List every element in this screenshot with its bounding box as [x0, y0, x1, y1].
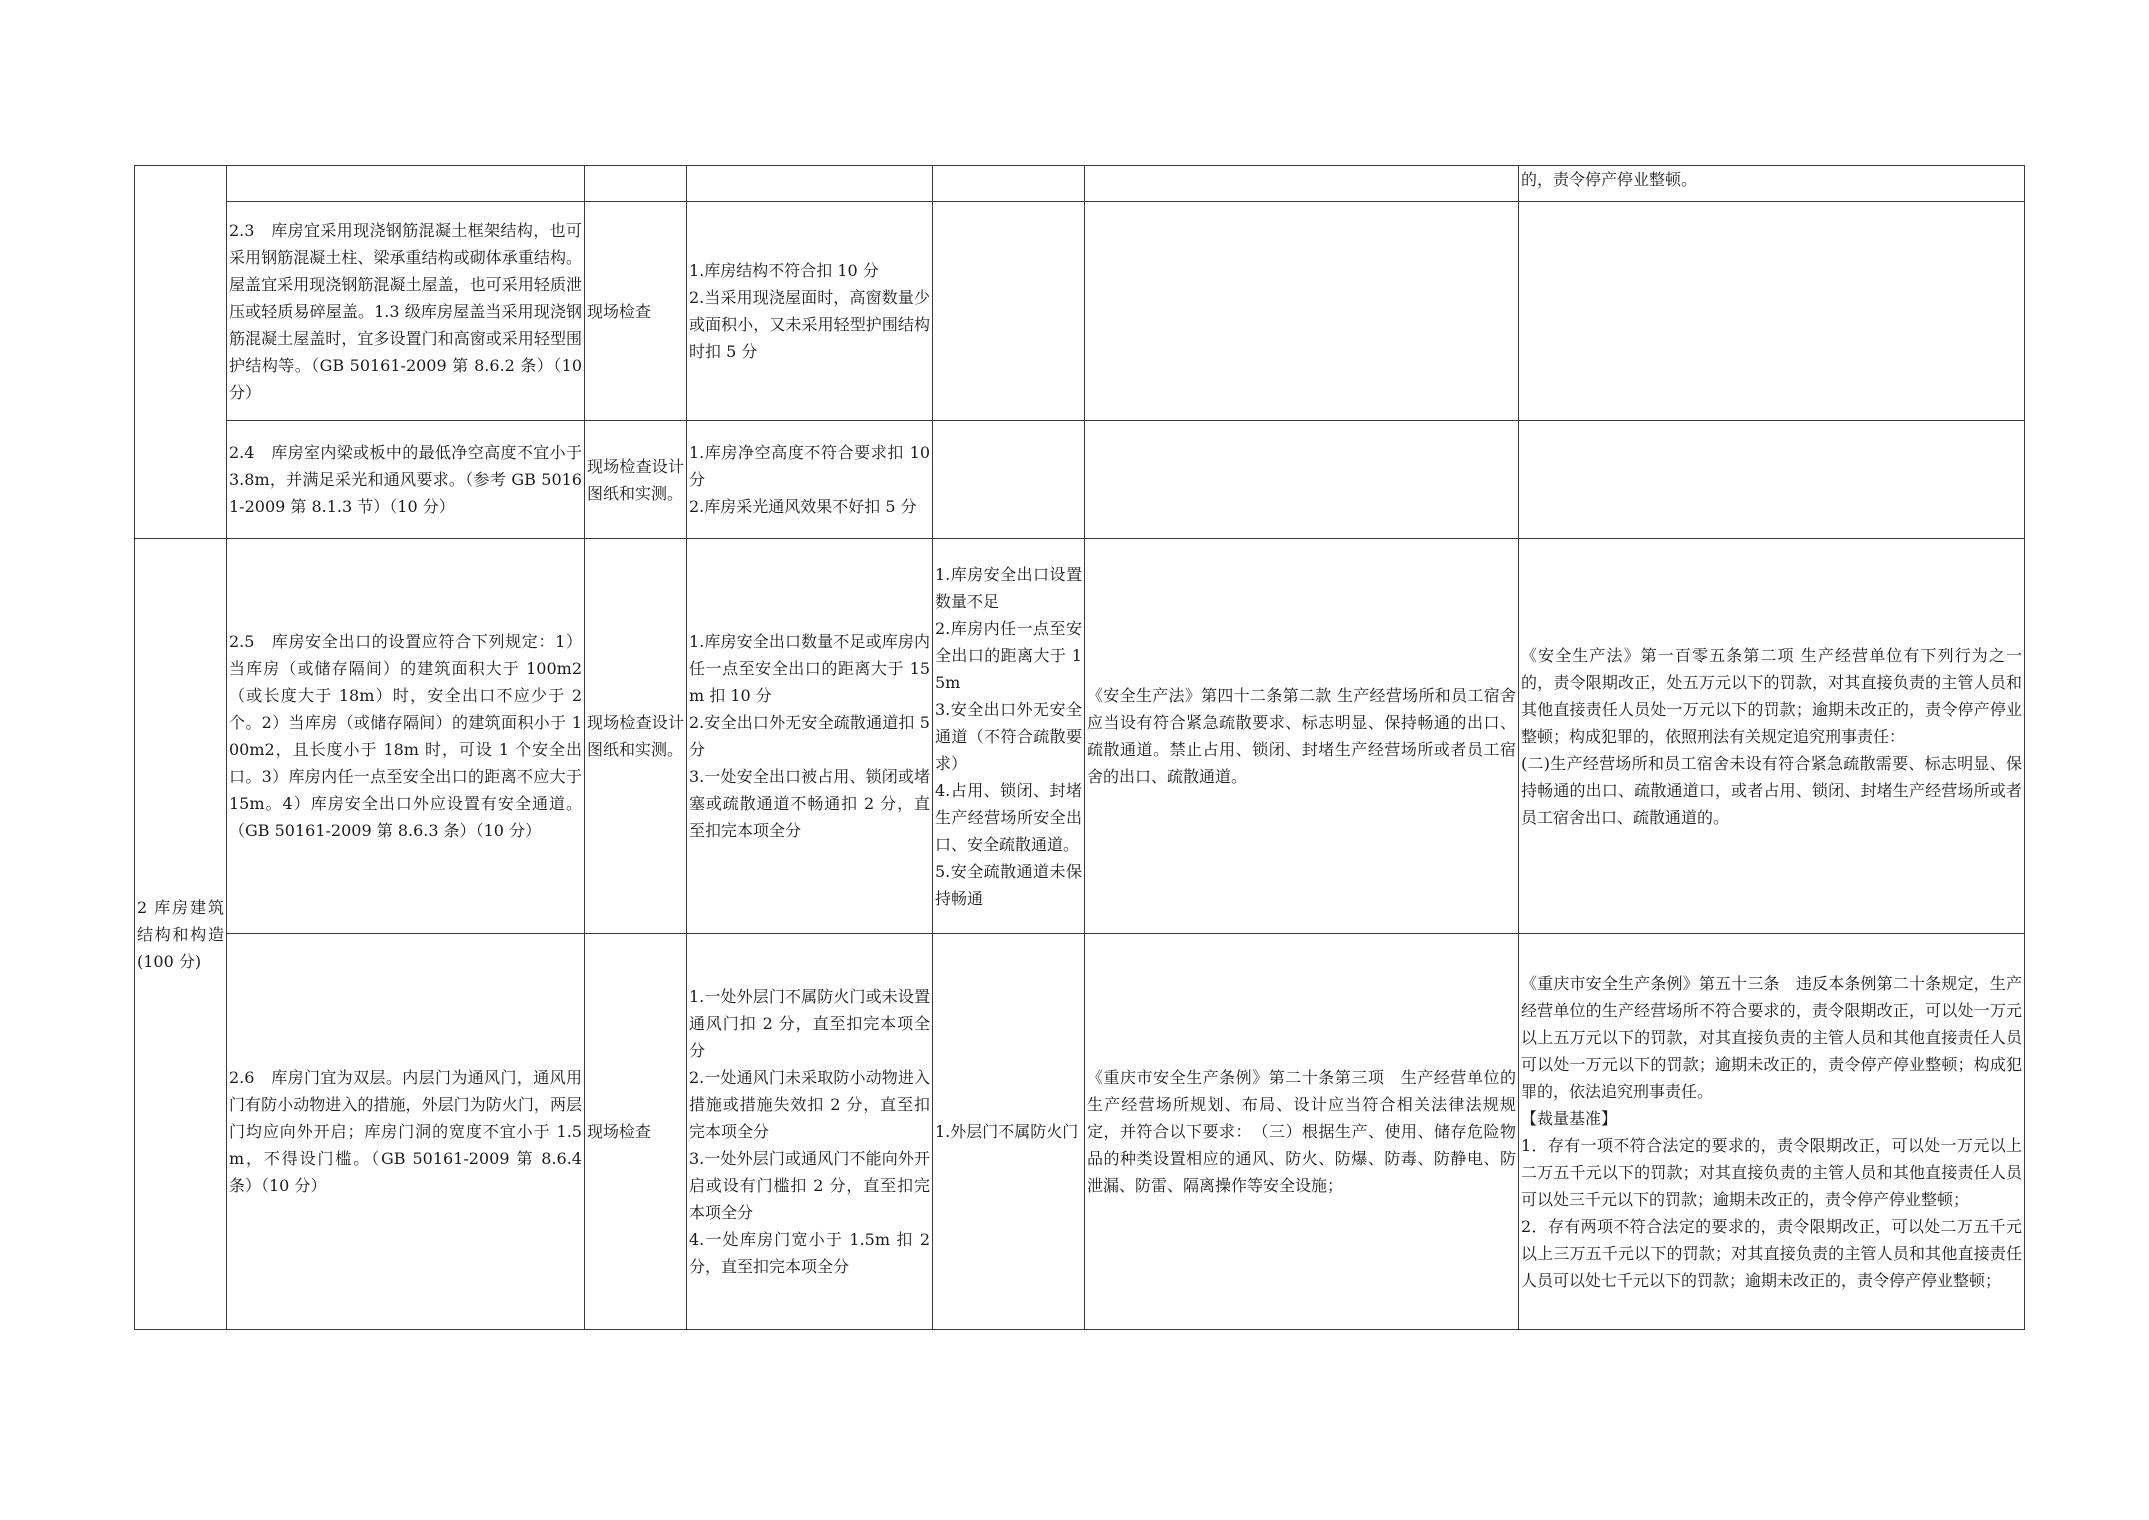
- group-cell-prev: [135, 166, 227, 539]
- requirement-text: 2.3 库房宜采用现浇钢筋混凝土框架结构，也可采用钢筋混凝土柱、梁承重结构或砌体承重结构。屋盖宜采用现浇钢筋混凝土屋盖，也可采用轻质泄压或轻质易碎屋盖。1.3 级库房屋盖当采用现浇钢筋混凝土屋盖时，宜多设置门和高窗或采用轻型围护结构等。（GB 50161-2009 第 8.6.2 条）（10 分）: [229, 220, 582, 402]
- deduction-cell: [687, 421, 933, 539]
- law-text: 《重庆市安全生产条例》第二十条第三项 生产经营单位的生产经营场所规划、布局、设计应当符合相关法律法规规定，并符合以下要求： （三）根据生产、使用、储存危险物品的种类设置相应的通风、防火、防爆、防毒、防静电、防泄漏、防雷、隔离操作等安全设施；: [1087, 1068, 1516, 1195]
- penalty-text: 的，责令停产停业整顿。: [1521, 170, 1698, 189]
- hazard-cell: [933, 202, 1085, 421]
- hazard-cell: [933, 539, 1085, 934]
- requirement-text: 2.4 库房室内梁或板中的最低净空高度不宜小于 3.8m，并满足采光和通风要求。（参考 GB 50161-2009 第 8.1.3 节）（10 分）: [229, 443, 582, 516]
- hazard-cell: [933, 421, 1085, 539]
- penalty-cell: [1519, 539, 2025, 934]
- penalty-cell: [1519, 202, 2025, 421]
- group-label: 2 库房建筑结构和构造(100 分): [137, 897, 224, 971]
- penalty-text: 《重庆市安全生产条例》第五十三条 违反本条例第二十条规定，生产经营单位的生产经营场所不符合要求的，责令限期改正，可以处一万元以上五万元以下的罚款，对其直接负责的主管人员和其他直接责任人员可以处一万元以下的罚款；逾期未改正的，责令停产停业整顿；构成犯罪的，依法追究刑事责任。 【裁量基准】 1．存有一项不符合法定的要求的，责令限期改正，可以处一万元以上二万五千元以下的罚款；对其直接负责的主管人员和其他直接责任人员可以处三千元以下的罚款；逾期未改正的，责令停产停业整顿； 2．存有两项不符合法定的要求的，责令限期改正，可以处二万五千元以上三万五千元以下的罚款；对其直接负责的主管人员和其他直接责任人员可以处七千元以下的罚款；逾期未改正的，责令停产停业整顿；: [1521, 973, 2022, 1290]
- requirement-cell: [227, 421, 585, 539]
- method-text: 现场检查: [587, 1122, 652, 1141]
- table-row: [135, 421, 2025, 539]
- method-cell: [585, 166, 687, 202]
- method-cell: [585, 421, 687, 539]
- deduction-text: 1.库房安全出口数量不足或库房内任一点至安全出口的距离大于 15m 扣 10 分 2.安全出口外无安全疏散通道扣 5 分 3.一处安全出口被占用、锁闭或堵塞或疏散通道不畅通扣 2 分，直至扣完本项全分: [689, 632, 930, 840]
- hazard-cell: [933, 166, 1085, 202]
- law-cell: [1085, 539, 1519, 934]
- deduction-text: 1.一处外层门不属防火门或未设置通风门扣 2 分，直至扣完本项全分 2.一处通风门未采取防小动物进入措施或措施失效扣 2 分，直至扣完本项全分 3.一处外层门或通风门不能向外开启或设有门槛扣 2 分，直至扣完本项全分 4.一处库房门宽小于 1.5m 扣 2 分，直至扣完本项全分: [689, 987, 930, 1276]
- requirement-text: 2.6 库房门宜为双层。内层门为通风门，通风用门有防小动物进入的措施，外层门为防火门，两层门均应向外开启；库房门洞的宽度不宜小于 1.5m，不得设门槛。（GB 50161-2009 第 8.6.4 条）（10 分）: [229, 1068, 582, 1195]
- table-row: [135, 934, 2025, 1330]
- requirement-cell: [227, 166, 585, 202]
- hazard-text: 1.外层门不属防火门: [935, 1122, 1079, 1141]
- penalty-cell: [1519, 421, 2025, 539]
- deduction-text: 1.库房结构不符合扣 10 分 2.当采用现浇屋面时，高窗数量少或面积小，又未采用轻型护围结构时扣 5 分: [689, 261, 930, 361]
- method-text: 现场检查设计图纸和实测。: [587, 713, 684, 759]
- inspection-standard-table: [134, 165, 2025, 1330]
- method-text: 现场检查设计图纸和实测。: [587, 456, 684, 503]
- penalty-cell: [1519, 934, 2025, 1330]
- hazard-cell: [933, 934, 1085, 1330]
- method-cell: [585, 539, 687, 934]
- group-label-cell: [135, 539, 227, 1330]
- method-cell: [585, 202, 687, 421]
- law-cell: [1085, 421, 1519, 539]
- deduction-text: 1.库房净空高度不符合要求扣 10 分 2.库房采光通风效果不好扣 5 分: [689, 443, 930, 516]
- requirement-text: 2.5 库房安全出口的设置应符合下列规定：1）当库房（或储存隔间）的建筑面积大于 100m2（或长度大于 18m）时，安全出口不应少于 2 个。2）当库房（或储存隔间）的建筑面积小于 100m2，且长度小于 18m 时，可设 1 个安全出口。3）库房内任一点至安全出口的距离不应大于 15m。4）库房安全出口外应设置有安全通道。（GB 50161-2009 第 8.6.3 条）（10 分）: [229, 632, 582, 840]
- deduction-cell: [687, 934, 933, 1330]
- law-cell: [1085, 934, 1519, 1330]
- table-row: [135, 202, 2025, 421]
- penalty-cell: [1519, 166, 2025, 202]
- penalty-text: 《安全生产法》第一百零五条第二项 生产经营单位有下列行为之一的，责令限期改正，处五万元以下的罚款，对其直接负责的主管人员和其他直接责任人员处一万元以下的罚款；逾期未改正的，责令停产停业整顿；构成犯罪的，依照刑法有关规定追究刑事责任： (二)生产经营场所和员工宿舍未设有符合紧急疏散需要、标志明显、保持畅通的出口、疏散通道口，或者占用、锁闭、封堵生产经营场所或者员工宿舍出口、疏散通道的。: [1521, 645, 2022, 827]
- law-cell: [1085, 166, 1519, 202]
- method-text: 现场检查: [587, 301, 652, 321]
- deduction-cell: [687, 539, 933, 934]
- deduction-cell: [687, 166, 933, 202]
- law-text: 《安全生产法》第四十二条第二款 生产经营场所和员工宿舍应当设有符合紧急疏散要求、标志明显、保持畅通的出口、疏散通道。禁止占用、锁闭、封堵生产经营场所或者员工宿舍的出口、疏散通道。: [1087, 686, 1516, 786]
- table-row: [135, 539, 2025, 934]
- requirement-cell: [227, 202, 585, 421]
- hazard-text: 1.库房安全出口设置数量不足 2.库房内任一点至安全出口的距离大于 15m 3.安全出口外无安全通道（不符合疏散要求） 4.占用、锁闭、封堵生产经营场所安全出口、安全疏散通道。 5.安全疏散通道未保持畅通: [935, 564, 1082, 908]
- deduction-cell: [687, 202, 933, 421]
- method-cell: [585, 934, 687, 1330]
- requirement-cell: [227, 934, 585, 1330]
- law-cell: [1085, 202, 1519, 421]
- requirement-cell: [227, 539, 585, 934]
- table-row: [135, 166, 2025, 202]
